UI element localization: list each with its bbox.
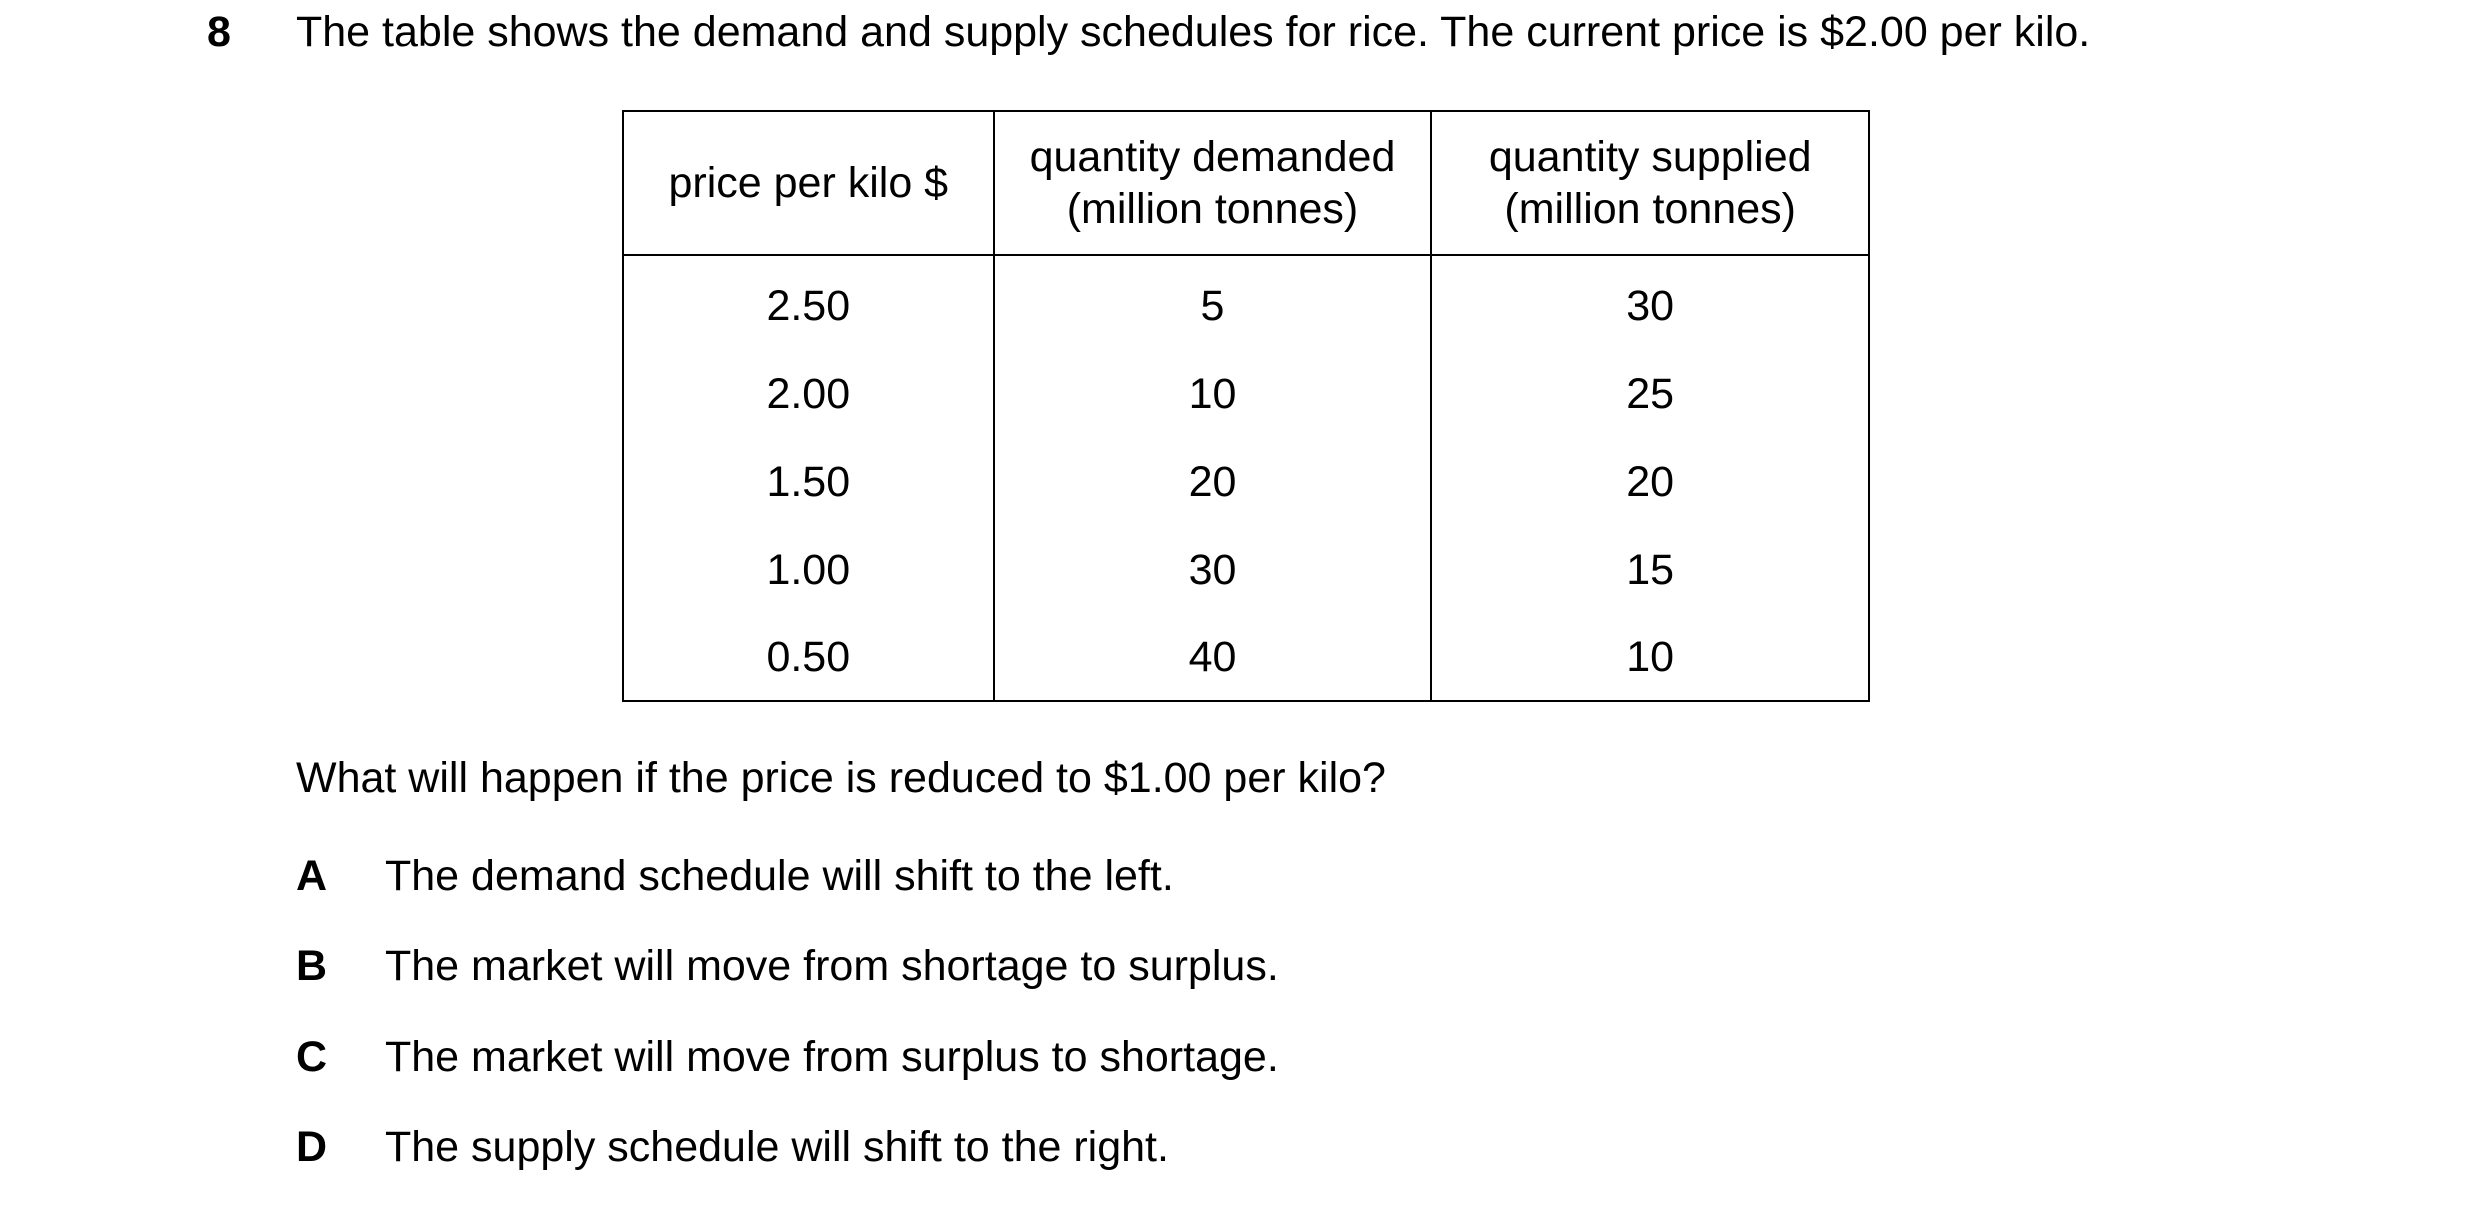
option-text: The demand schedule will shift to the left.	[385, 852, 1174, 900]
question-stem: The table shows the demand and supply schedules for rice. The current price is $2.00 per kilo.	[296, 8, 2091, 56]
header-quantity-demanded	[994, 111, 1432, 255]
option-text: The market will move from surplus to shortage.	[385, 1033, 1279, 1081]
table-header-row	[623, 111, 1869, 255]
option-text: The supply schedule will shift to the right.	[385, 1123, 1169, 1171]
option-text: The market will move from shortage to surplus.	[385, 942, 1279, 990]
option-letter: B	[296, 942, 328, 990]
header-demanded-line1: quantity demanded	[1029, 133, 1396, 181]
table-row	[623, 614, 1869, 701]
header-price-label: price per kilo $	[668, 159, 949, 207]
question-prompt: What will happen if the price is reduced to $1.00 per kilo?	[296, 754, 1386, 802]
supplied-cell: 10	[1431, 614, 1869, 701]
price-cell: 2.50	[623, 255, 994, 350]
table-row	[623, 350, 1869, 438]
demand-supply-table	[622, 110, 1870, 702]
table-row	[623, 526, 1869, 614]
header-demanded-line2: (million tonnes)	[1066, 185, 1359, 233]
option-a[interactable]	[296, 846, 1174, 906]
demanded-cell: 20	[994, 438, 1432, 526]
option-letter: D	[296, 1123, 328, 1171]
demanded-cell: 5	[994, 255, 1432, 350]
demanded-cell: 40	[994, 614, 1432, 701]
option-d[interactable]	[296, 1117, 1169, 1177]
option-letter: C	[296, 1033, 328, 1081]
supplied-cell: 15	[1431, 526, 1869, 614]
option-b[interactable]	[296, 936, 1279, 996]
price-cell: 0.50	[623, 614, 994, 701]
supplied-cell: 30	[1431, 255, 1869, 350]
header-price	[623, 111, 994, 255]
header-supplied-line2: (million tonnes)	[1504, 185, 1796, 233]
demanded-cell: 10	[994, 350, 1432, 438]
price-cell: 1.50	[623, 438, 994, 526]
supplied-cell: 20	[1431, 438, 1869, 526]
table-row	[623, 255, 1869, 350]
question-number: 8	[207, 8, 231, 56]
demanded-cell: 30	[994, 526, 1432, 614]
supplied-cell: 25	[1431, 350, 1869, 438]
table-row	[623, 438, 1869, 526]
option-letter: A	[296, 852, 328, 900]
price-cell: 2.00	[623, 350, 994, 438]
price-cell: 1.00	[623, 526, 994, 614]
header-quantity-supplied	[1431, 111, 1869, 255]
option-c[interactable]	[296, 1027, 1279, 1087]
header-supplied-line1: quantity supplied	[1488, 133, 1812, 181]
